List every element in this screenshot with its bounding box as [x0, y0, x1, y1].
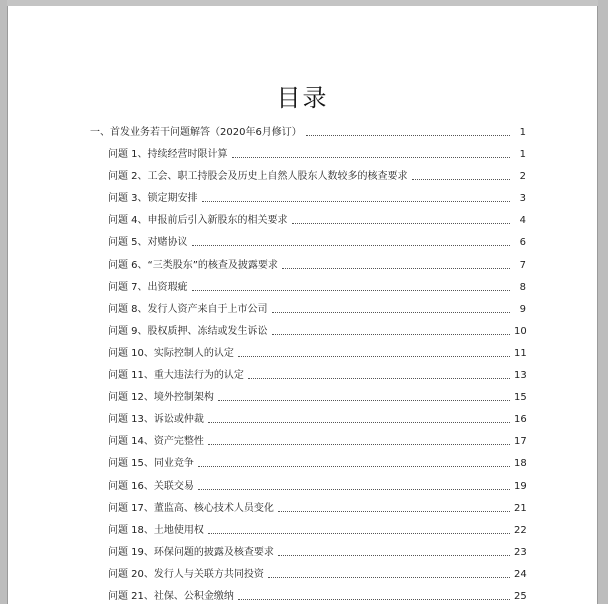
toc-entry-label: 一、首发业务若干问题解答（2020年6月修订） — [90, 127, 302, 138]
toc-entry-label: 问题 21、社保、公积金缴纳 — [108, 590, 234, 602]
toc-entry[interactable] — [86, 514, 526, 536]
document-page — [8, 6, 597, 604]
toc-entry-label: 问题 10、实际控制人的认定 — [108, 347, 234, 359]
toc-entry-section[interactable] — [86, 124, 526, 138]
leader-dots — [278, 554, 510, 556]
toc-entry[interactable] — [86, 492, 526, 514]
leader-dots — [192, 289, 510, 291]
leader-dots — [306, 134, 510, 136]
toc-entry[interactable] — [86, 580, 526, 602]
toc-entry-label: 问题 1、持续经营时限计算 — [108, 149, 228, 161]
toc-entry-page: 22 — [514, 524, 527, 536]
leader-dots — [208, 443, 510, 445]
leader-dots — [232, 156, 510, 158]
page-title: 目录 — [276, 84, 329, 112]
leader-dots — [208, 532, 510, 534]
toc-entry-label: 问题 17、董监高、核心技术人员变化 — [108, 502, 274, 514]
toc-entry-label: 问题 15、同业竞争 — [108, 458, 194, 470]
toc-entry-page: 17 — [514, 436, 527, 448]
toc-entry[interactable] — [86, 248, 526, 270]
toc-entry[interactable] — [86, 293, 526, 315]
leader-dots — [272, 311, 510, 313]
toc-entry-page: 6 — [519, 237, 526, 249]
toc-entry-label: 问题 14、资产完整性 — [108, 436, 204, 448]
leader-dots — [268, 576, 510, 578]
toc-entry-label: 问题 7、出资瑕疵 — [108, 281, 188, 293]
leader-dots — [238, 355, 510, 357]
toc-entry[interactable] — [86, 315, 526, 337]
toc-entry-label: 问题 11、重大违法行为的认定 — [108, 370, 244, 382]
leader-dots — [282, 267, 510, 269]
leader-dots — [202, 200, 510, 202]
viewer-frame-left — [0, 0, 7, 604]
leader-dots — [192, 244, 510, 246]
toc-entry-page: 19 — [514, 480, 527, 492]
toc-entry-label: 问题 5、对赌协议 — [108, 237, 188, 249]
toc-entry-label: 问题 12、境外控制架构 — [108, 392, 214, 404]
toc-entry-page: 4 — [519, 215, 526, 227]
leader-dots — [272, 333, 510, 335]
leader-dots — [208, 421, 510, 423]
toc-entry-page: 24 — [514, 568, 527, 580]
toc-entry-page: 13 — [514, 370, 527, 382]
toc-entry-page: 10 — [514, 325, 527, 337]
toc-entry-page: 11 — [514, 347, 527, 359]
leader-dots — [412, 178, 510, 180]
toc-entry-label: 问题 8、发行人资产来自于上市公司 — [108, 303, 268, 315]
toc-entry-page: 21 — [514, 502, 527, 514]
toc-entry[interactable] — [86, 425, 526, 447]
toc-entry-label: 问题 20、发行人与关联方共同投资 — [108, 568, 264, 580]
toc-entry[interactable] — [86, 160, 526, 182]
toc-entry[interactable] — [86, 558, 526, 580]
toc-entry[interactable] — [86, 359, 526, 381]
toc-entry-label: 问题 19、环保问题的披露及核查要求 — [108, 546, 274, 558]
toc-entry-label: 问题 4、申报前后引入新股东的相关要求 — [108, 215, 288, 227]
viewer-frame-right — [598, 0, 608, 604]
toc-entry[interactable] — [86, 447, 526, 469]
leader-dots — [218, 399, 510, 401]
toc-entry[interactable] — [86, 469, 526, 491]
leader-dots — [238, 598, 510, 600]
toc-entry-label: 问题 2、工会、职工持股会及历史上自然人股东人数较多的核查要求 — [108, 171, 408, 183]
toc-entry-label: 问题 16、关联交易 — [108, 480, 194, 492]
toc-entry[interactable] — [86, 536, 526, 558]
toc-entry-page: 2 — [519, 171, 526, 183]
toc-entry-label: 问题 13、诉讼或仲裁 — [108, 414, 204, 426]
toc-entry[interactable] — [86, 182, 526, 204]
toc-entry[interactable] — [86, 381, 526, 403]
toc-entry-page: 1 — [519, 127, 526, 138]
toc-entry-page: 8 — [519, 281, 526, 293]
toc-entry[interactable] — [86, 271, 526, 293]
toc-entry-label: 问题 18、土地使用权 — [108, 524, 204, 536]
toc-entry-page: 15 — [514, 392, 527, 404]
toc-entry-page: 23 — [514, 546, 527, 558]
leader-dots — [248, 377, 510, 379]
leader-dots — [278, 510, 510, 512]
toc-entry-label: 问题 9、股权质押、冻结或发生诉讼 — [108, 325, 268, 337]
toc-entry[interactable] — [86, 403, 526, 425]
leader-dots — [292, 222, 510, 224]
toc-entry[interactable] — [86, 204, 526, 226]
toc-entry[interactable] — [86, 337, 526, 359]
toc-entry-page: 3 — [519, 193, 526, 205]
toc-entry-page: 25 — [514, 590, 527, 602]
toc-entry-page: 7 — [519, 259, 526, 271]
leader-dots — [198, 488, 510, 490]
leader-dots — [198, 465, 510, 467]
toc-entry-page: 1 — [519, 149, 526, 161]
toc-entry[interactable] — [86, 138, 526, 160]
toc-entry-label: 问题 3、锁定期安排 — [108, 193, 198, 205]
toc-entry-page: 18 — [514, 458, 527, 470]
toc-entry-page: 16 — [514, 414, 527, 426]
toc-entry-label: 问题 6、“三类股东”的核查及披露要求 — [108, 259, 278, 271]
toc-entry[interactable] — [86, 226, 526, 248]
table-of-contents — [86, 124, 526, 602]
toc-entry-page: 9 — [519, 303, 526, 315]
